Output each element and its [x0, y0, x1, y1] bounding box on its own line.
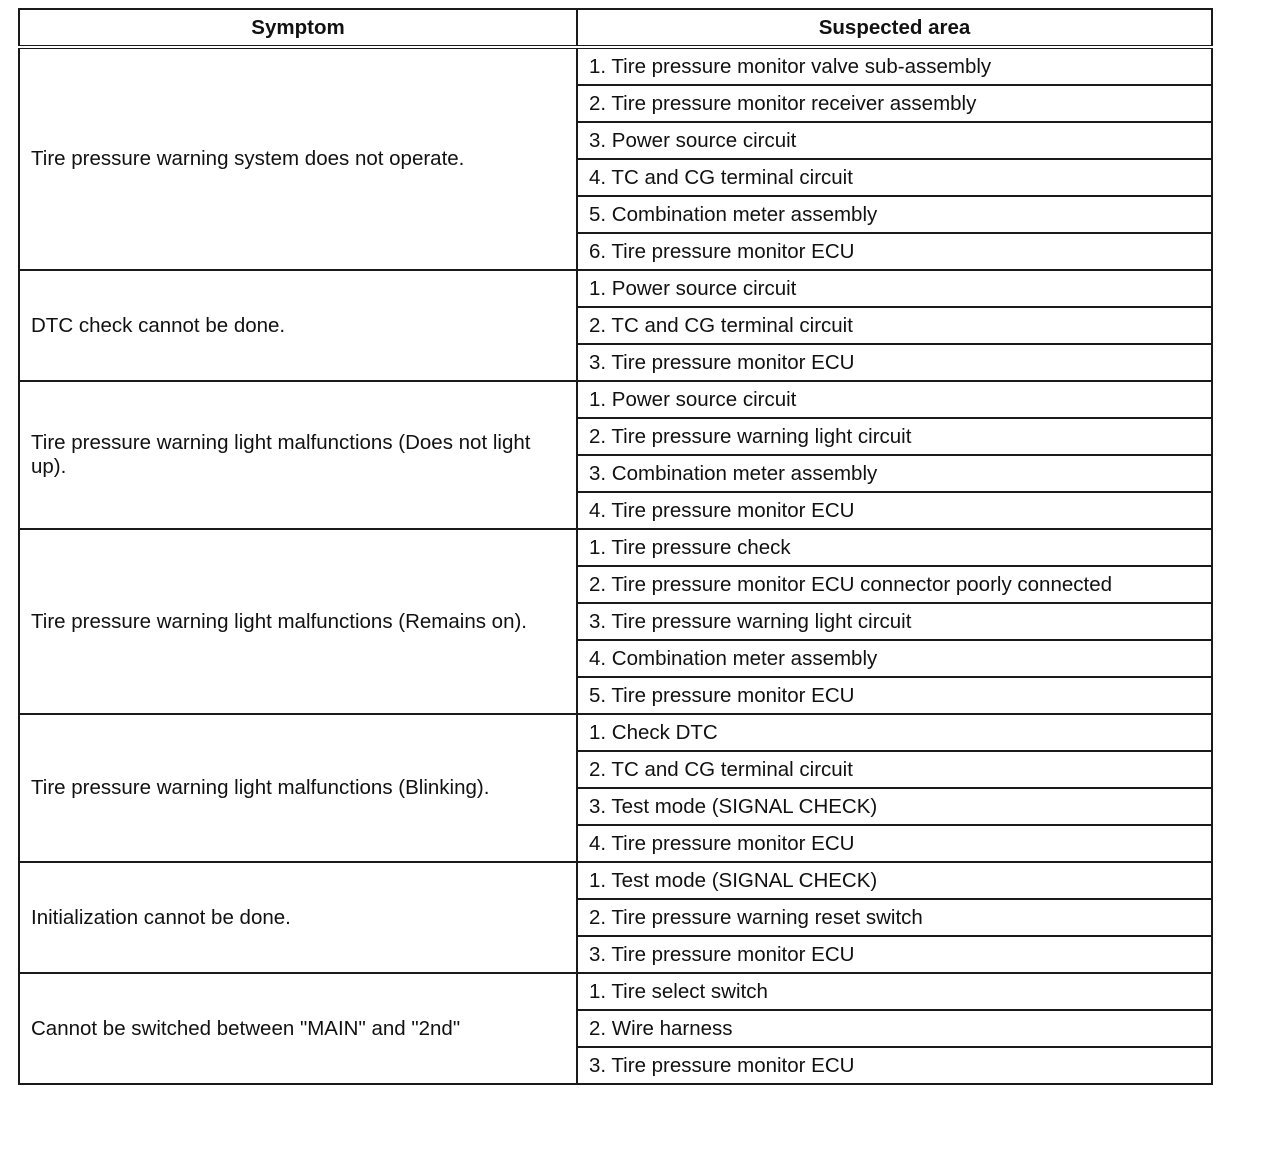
suspected-area-cell: 3. Tire pressure monitor ECU	[577, 936, 1212, 973]
symptom-cell: Cannot be switched between "MAIN" and "2nd"	[19, 973, 577, 1084]
symptom-cell: Initialization cannot be done.	[19, 862, 577, 973]
suspected-area-cell: 2. Wire harness	[577, 1010, 1212, 1047]
symptom-cell: Tire pressure warning light malfunctions (Does not light up).	[19, 381, 577, 529]
suspected-area-cell: 1. Tire pressure check	[577, 529, 1212, 566]
suspected-area-cell: 1. Test mode (SIGNAL CHECK)	[577, 862, 1212, 899]
symptom-cell: Tire pressure warning system does not operate.	[19, 47, 577, 270]
suspected-area-cell: 3. Combination meter assembly	[577, 455, 1212, 492]
suspected-area-cell: 4. Tire pressure monitor ECU	[577, 825, 1212, 862]
suspected-area-cell: 4. Tire pressure monitor ECU	[577, 492, 1212, 529]
suspected-area-cell: 3. Power source circuit	[577, 122, 1212, 159]
suspected-area-cell: 2. Tire pressure monitor receiver assembly	[577, 85, 1212, 122]
suspected-area-cell: 3. Tire pressure warning light circuit	[577, 603, 1212, 640]
suspected-area-cell: 2. Tire pressure monitor ECU connector poorly connected	[577, 566, 1212, 603]
suspected-area-cell: 2. TC and CG terminal circuit	[577, 751, 1212, 788]
suspected-area-cell: 5. Tire pressure monitor ECU	[577, 677, 1212, 714]
header-row	[19, 9, 1212, 47]
table-row	[19, 862, 1212, 899]
suspected-area-cell: 2. Tire pressure warning reset switch	[577, 899, 1212, 936]
suspected-area-cell: 3. Tire pressure monitor ECU	[577, 1047, 1212, 1084]
suspected-area-cell: 1. Power source circuit	[577, 381, 1212, 418]
suspected-area-cell: 4. Combination meter assembly	[577, 640, 1212, 677]
table-row	[19, 47, 1212, 85]
suspected-area-cell: 3. Test mode (SIGNAL CHECK)	[577, 788, 1212, 825]
suspected-area-cell: 4. TC and CG terminal circuit	[577, 159, 1212, 196]
symptom-cell: Tire pressure warning light malfunctions (Blinking).	[19, 714, 577, 862]
suspected-area-cell: 2. TC and CG terminal circuit	[577, 307, 1212, 344]
suspected-area-cell: 1. Power source circuit	[577, 270, 1212, 307]
suspected-area-cell: 2. Tire pressure warning light circuit	[577, 418, 1212, 455]
table-row	[19, 529, 1212, 566]
suspected-area-cell: 6. Tire pressure monitor ECU	[577, 233, 1212, 270]
symptom-cell: Tire pressure warning light malfunctions (Remains on).	[19, 529, 577, 714]
trouble-symptom-table	[18, 8, 1213, 1085]
suspected-area-cell: 5. Combination meter assembly	[577, 196, 1212, 233]
suspected-area-cell: 1. Tire select switch	[577, 973, 1212, 1010]
symptom-cell: DTC check cannot be done.	[19, 270, 577, 381]
suspected-area-cell: 1. Tire pressure monitor valve sub-assembly	[577, 47, 1212, 85]
table-row	[19, 714, 1212, 751]
table-body	[19, 47, 1212, 1084]
table-header	[19, 9, 1212, 47]
suspected-area-cell: 1. Check DTC	[577, 714, 1212, 751]
suspected-area-cell: 3. Tire pressure monitor ECU	[577, 344, 1212, 381]
table-row	[19, 270, 1212, 307]
table-row	[19, 381, 1212, 418]
suspected-area-column-header: Suspected area	[577, 9, 1212, 47]
table-row	[19, 973, 1212, 1010]
symptom-column-header: Symptom	[19, 9, 577, 47]
